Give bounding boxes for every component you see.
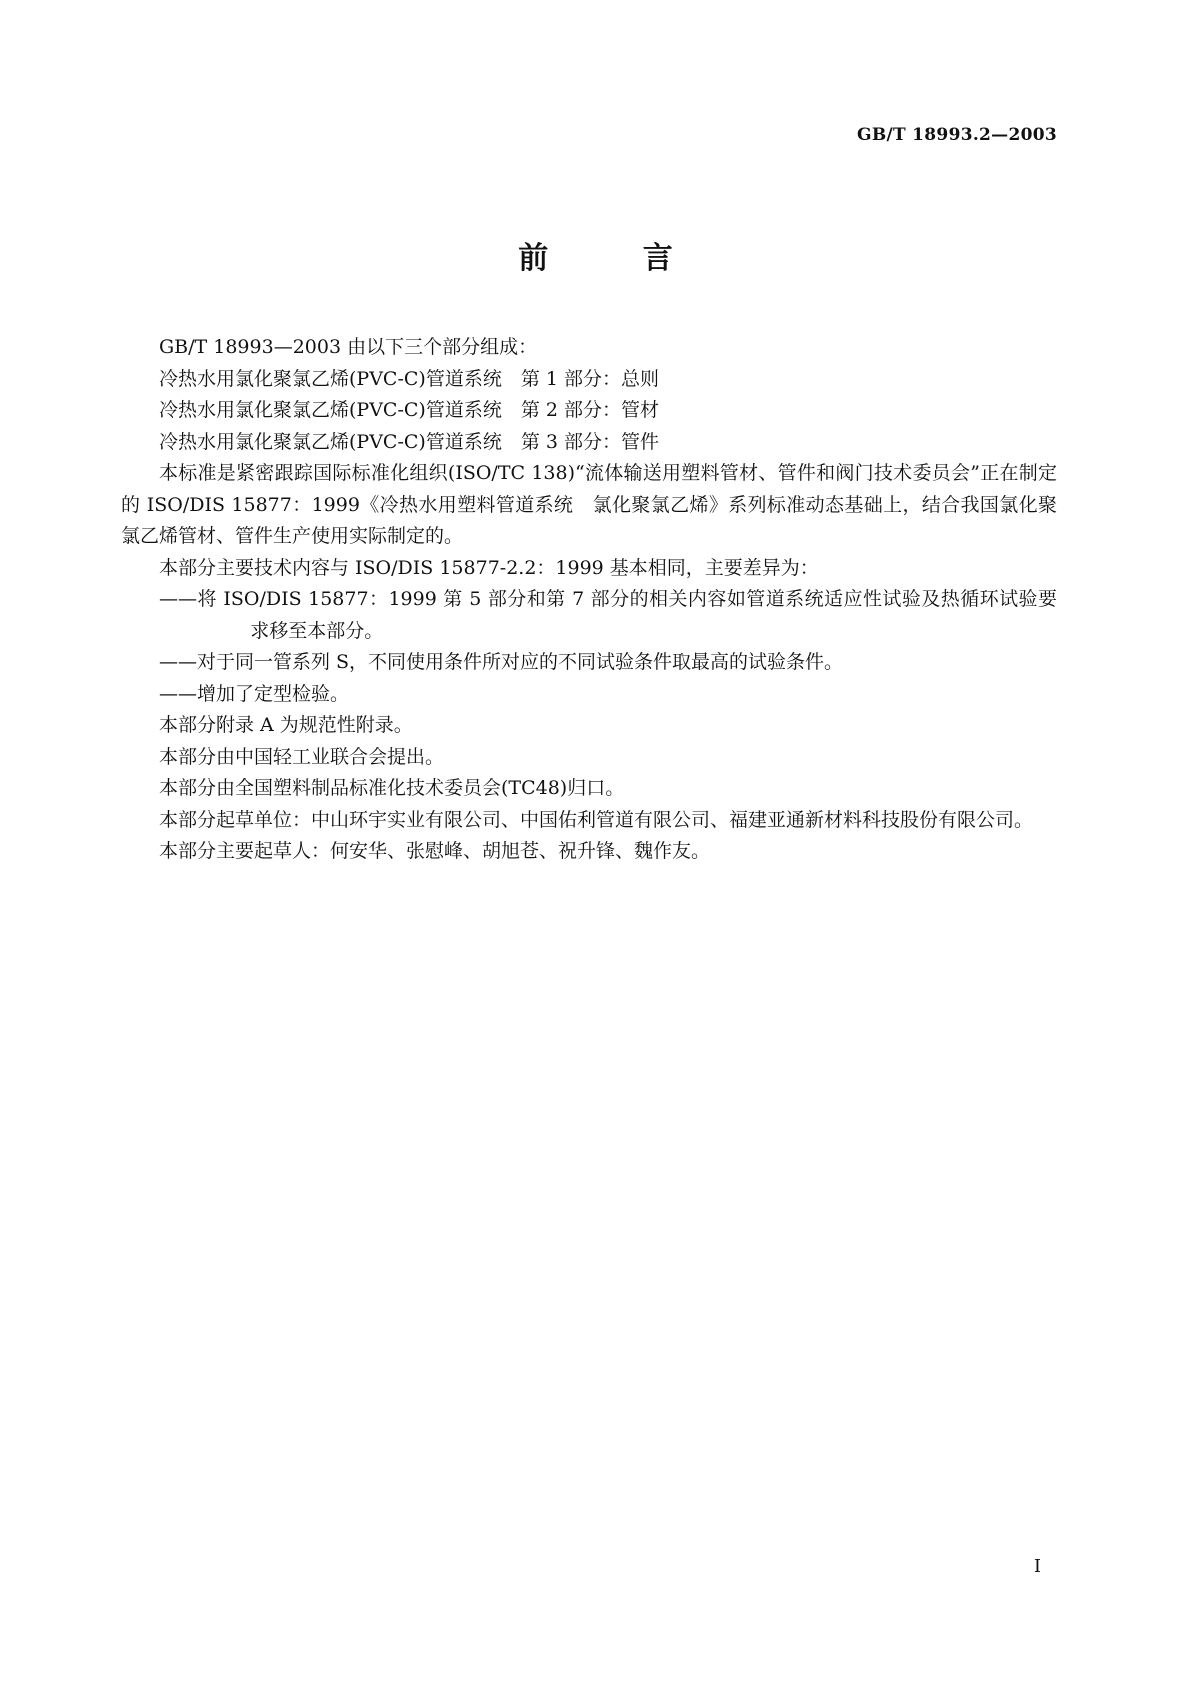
paragraph-committee: 本部分由全国塑料制品标准化技术委员会(TC48)归口。 — [159, 777, 625, 799]
dash-item-1: ——将 ISO/DIS 15877：1999 第 5 部分和第 7 部分的相关内容如管道系统适应性试验及热循环试验要求移至本部分。 — [159, 588, 1057, 642]
paragraph-composition: GB/T 18993—2003 由以下三个部分组成： — [159, 336, 538, 358]
page-title: 前 言 — [518, 241, 715, 276]
paragraph-differences-intro: 本部分主要技术内容与 ISO/DIS 15877-2.2：1999 基本相同，主要差异为： — [159, 556, 819, 579]
paragraph-drafting-units: 本部分起草单位：中山环宇实业有限公司、中国佑利管道有限公司、福建亚通新材料科技股份有限公司。 — [159, 808, 1034, 831]
paragraph-part-2: 冷热水用氯化聚氯乙烯(PVC-C)管道系统 第 2 部分：管材 — [159, 399, 659, 421]
foreword-body — [121, 332, 1057, 868]
standard-code: GB/T 18993.2—2003 — [857, 125, 1057, 145]
paragraph-annex: 本部分附录 A 为规范性附录。 — [159, 714, 413, 736]
page-number: I — [1033, 1556, 1041, 1577]
paragraph-drafters: 本部分主要起草人：何安华、张慰峰、胡旭苍、祝升锋、魏作友。 — [159, 840, 711, 862]
dash-item-3: ——增加了定型检验。 — [159, 682, 350, 705]
paragraph-part-1: 冷热水用氯化聚氯乙烯(PVC-C)管道系统 第 1 部分：总则 — [159, 367, 659, 390]
paragraph-background: 本标准是紧密跟踪国际标准化组织(ISO/TC 138)“流体输送用塑料管材、管件和阀门技术委员会”正在制定的 ISO/DIS 15877：1999《冷热水用塑料管道系统 氯化聚氯乙烯》系列标准动态基础上，结合我国氯化聚氯乙烯管材、管件生产使用实际制定的。 — [121, 462, 1057, 547]
paragraph-part-3: 冷热水用氯化聚氯乙烯(PVC-C)管道系统 第 3 部分：管件 — [159, 430, 659, 453]
paragraph-proposer: 本部分由中国轻工业联合会提出。 — [159, 745, 445, 768]
dash-item-2: ——对于同一管系列 S，不同使用条件所对应的不同试验条件取最高的试验条件。 — [159, 651, 844, 673]
